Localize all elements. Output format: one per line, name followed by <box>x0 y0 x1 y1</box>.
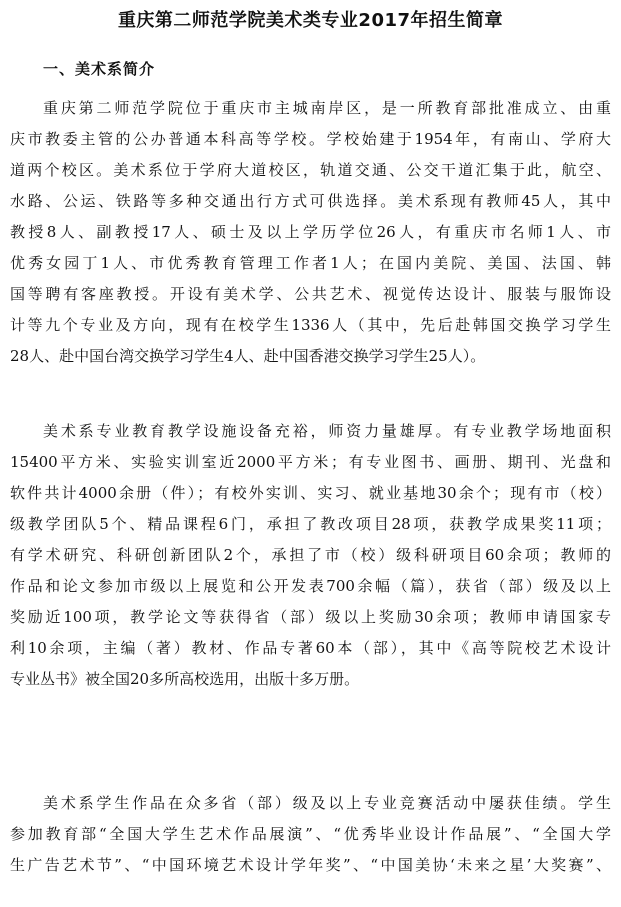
paragraph-line: 教授8人、副教授17人、硕士及以上学历学位26人，有重庆市名师1人、市 <box>10 223 611 241</box>
paragraph-line: 级教学团队5个、精品课程6门，承担了教改项目28项，获教学成果奖11项； <box>10 515 611 533</box>
paragraph-line: 道两个校区。美术系位于学府大道校区，轨道交通、公交干道汇集于此，航空、 <box>10 161 611 179</box>
paragraph-line: 28人、赴中国台湾交换学习学生4人、赴中国香港交换学习学生25人）。 <box>10 347 486 365</box>
paragraph-line: 美术系专业教育教学设施设备充裕，师资力量雄厚。有专业教学场地面积 <box>43 422 611 440</box>
paragraph-line: 重庆第二师范学院位于重庆市主城南岸区，是一所教育部批准成立、由重 <box>43 99 611 117</box>
paragraph-line: 15400平方米、实验实训室近2000平方米；有专业图书、画册、期刊、光盘和 <box>10 453 611 471</box>
paragraph-line: 软件共计4000余册（件）；有校外实训、实习、就业基地30余个；现有市（校） <box>10 484 611 502</box>
section-heading: 一、美术系简介 <box>43 60 156 78</box>
paragraph-line: 水路、公运、铁路等多种交通出行方式可供选择。美术系现有教师45人，其中 <box>10 192 611 210</box>
paragraph-line: 国等聘有客座教授。开设有美术学、公共艺术、视觉传达设计、服装与服饰设 <box>10 285 611 303</box>
paragraph-line: 生广告艺术节”、“中国环境艺术设计学年奖”、“中国美协‘未来之星’大奖赛”、 <box>10 856 611 874</box>
paragraph-line: 有学术研究、科研创新团队2个，承担了市（校）级科研项目60余项；教师的 <box>10 546 611 564</box>
paragraph-line: 奖励近100项，教学论文等获得省（部）级以上奖励30余项；教师申请国家专 <box>10 608 611 626</box>
paragraph-line: 计等九个专业及方向，现有在校学生1336人（其中，先后赴韩国交换学习学生 <box>10 316 611 334</box>
paragraph-line: 参加教育部“全国大学生艺术作品展演”、“优秀毕业设计作品展”、“全国大学 <box>10 825 611 843</box>
paragraph-line: 专业丛书》被全国20多所高校选用，出版十多万册。 <box>10 670 360 688</box>
paragraph-line: 作品和论文参加市级以上展览和公开发表700余幅（篇），获省（部）级及以上 <box>10 577 611 595</box>
document-title: 重庆第二师范学院美术类专业2017年招生简章 <box>117 10 504 31</box>
paragraph-line: 优秀女园丁1人、市优秀教育管理工作者1人；在国内美院、美国、法国、韩 <box>10 254 611 272</box>
paragraph-line: 美术系学生作品在众多省（部）级及以上专业竞赛活动中屡获佳绩。学生 <box>43 794 611 812</box>
paragraph-line: 利10余项，主编（著）教材、作品专著60本（部），其中《高等院校艺术设计 <box>10 639 611 657</box>
paragraph-line: 庆市教委主管的公办普通本科高等学校。学校始建于1954年，有南山、学府大 <box>10 130 611 148</box>
